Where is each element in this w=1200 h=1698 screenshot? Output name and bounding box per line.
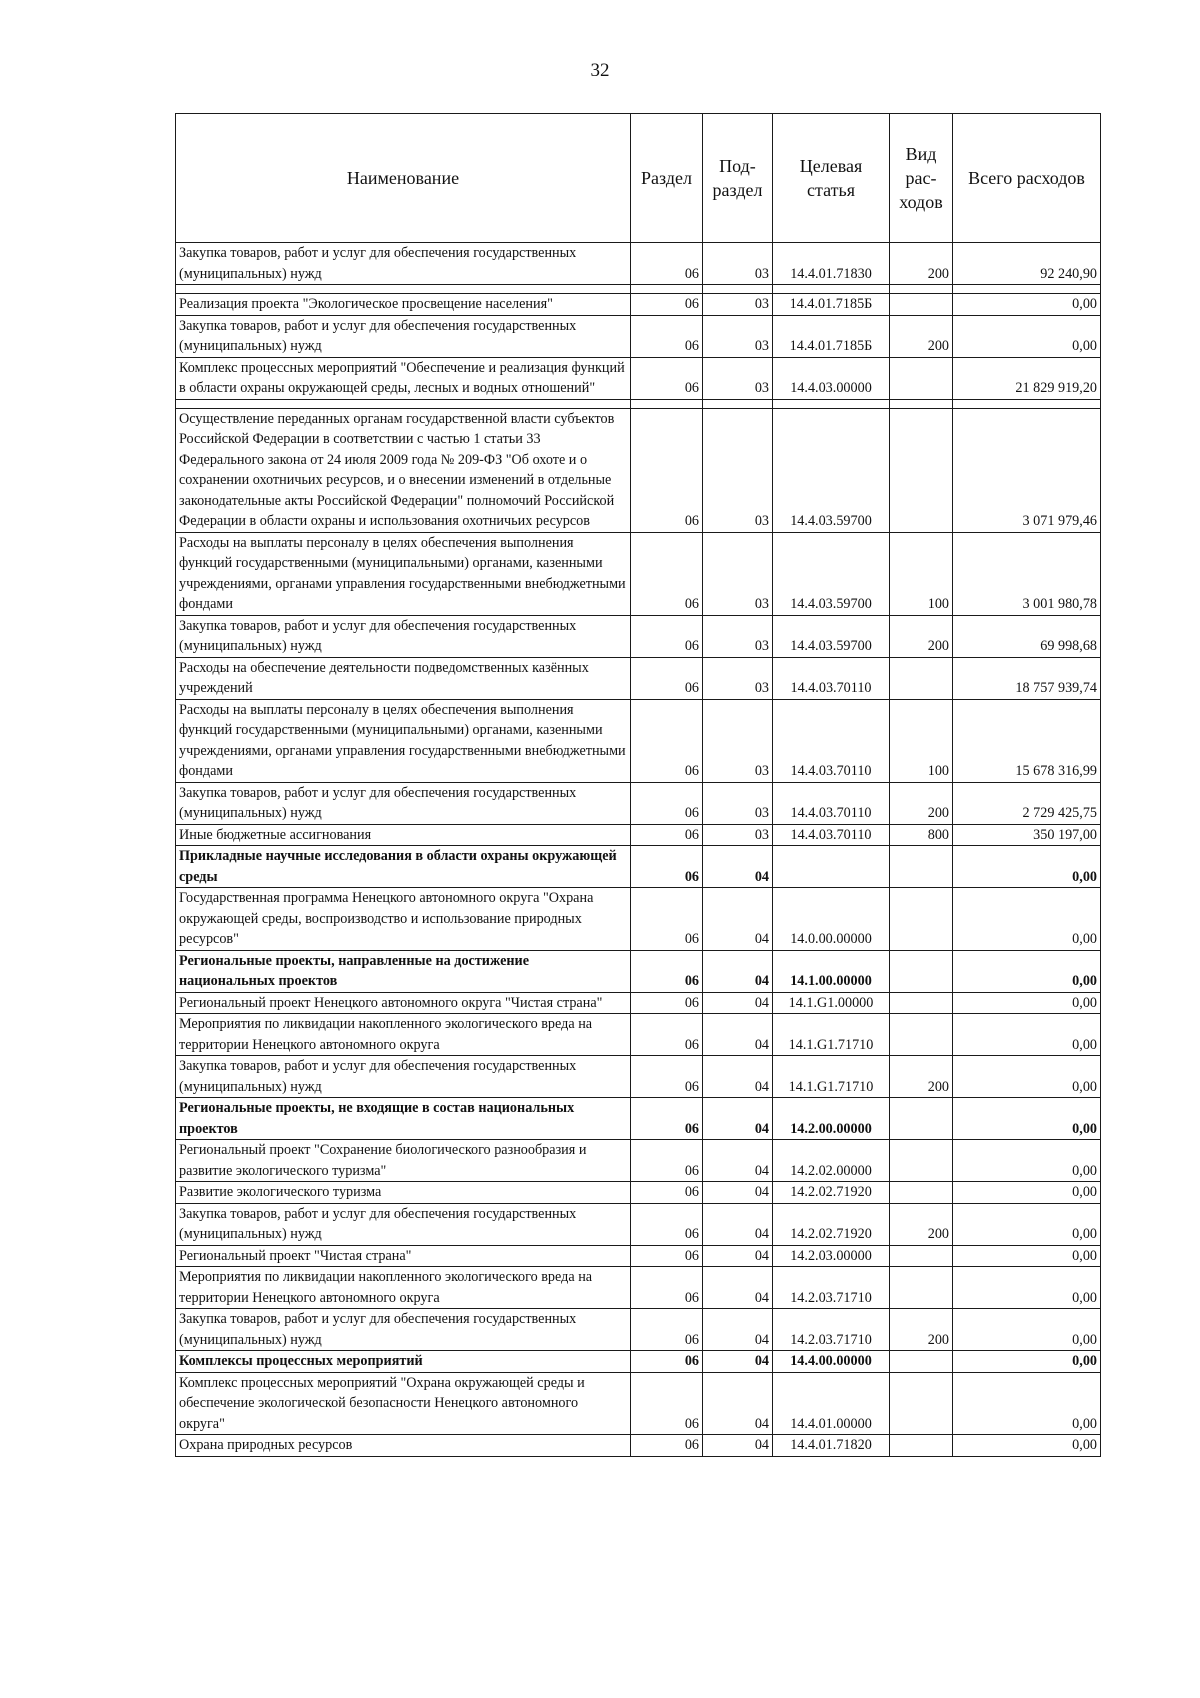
table-row: [176, 1182, 1101, 1204]
table-row: [176, 294, 1101, 316]
table-row: [176, 1245, 1101, 1267]
cell-target: 14.4.00.00000: [773, 1351, 890, 1373]
cell-total: 3 071 979,46: [953, 408, 1101, 532]
cell-name: Закупка товаров, работ и услуг для обеспечения государственных (муниципальных) нужд: [176, 243, 631, 285]
cell-razdel: 06: [631, 888, 703, 951]
cell-target: 14.0.00.00000: [773, 888, 890, 951]
cell-total: 0,00: [953, 1014, 1101, 1056]
cell-vid: 200: [890, 315, 953, 357]
cell-name: Региональные проекты, направленные на достижение национальных проектов: [176, 950, 631, 992]
cell-podrazdel: 03: [703, 315, 773, 357]
cell-target: 14.4.03.70110: [773, 782, 890, 824]
cell-target: 14.2.02.00000: [773, 1140, 890, 1182]
cell-name: Региональный проект "Сохранение биологического разнообразия и развитие экологического туризма": [176, 1140, 631, 1182]
cell-target: 14.2.03.00000: [773, 1245, 890, 1267]
cell-razdel: 06: [631, 1140, 703, 1182]
cell-name: Закупка товаров, работ и услуг для обеспечения государственных (муниципальных) нужд: [176, 1056, 631, 1098]
table-row: [176, 357, 1101, 399]
cell-total: 350 197,00: [953, 824, 1101, 846]
cell-vid: [890, 950, 953, 992]
gap-cell: [773, 399, 890, 408]
cell-name: Региональный проект "Чистая страна": [176, 1245, 631, 1267]
cell-name: Осуществление переданных органам государственной власти субъектов Российской Федерации в соответствии с частью 1 статьи 33 Федерального закона от 24 июля 2009 года № 209-ФЗ "Об охоте и о сохранении охотничьих ресурсов, и о внесении изменений в отдельные законодательные акты Российской Федерации" полномочий Российской Федерации в области охраны и использования охотничьих ресурсов: [176, 408, 631, 532]
cell-name: Расходы на обеспечение деятельности подведомственных казённых учреждений: [176, 657, 631, 699]
cell-razdel: 06: [631, 1372, 703, 1435]
cell-target: 14.4.01.7185Б: [773, 315, 890, 357]
cell-total: 0,00: [953, 1372, 1101, 1435]
cell-podrazdel: 04: [703, 1309, 773, 1351]
table-row: [176, 315, 1101, 357]
cell-vid: [890, 1098, 953, 1140]
table-row: [176, 615, 1101, 657]
cell-podrazdel: 03: [703, 615, 773, 657]
cell-razdel: 06: [631, 1245, 703, 1267]
cell-target: 14.1.G1.00000: [773, 992, 890, 1014]
cell-razdel: 06: [631, 408, 703, 532]
cell-podrazdel: 04: [703, 950, 773, 992]
cell-total: 0,00: [953, 315, 1101, 357]
cell-name: Расходы на выплаты персоналу в целях обеспечения выполнения функций государственными (муниципальными) органами, казенными учреждениями, органами управления государственными внебюджетными фондами: [176, 532, 631, 615]
cell-total: 92 240,90: [953, 243, 1101, 285]
cell-target: 14.1.00.00000: [773, 950, 890, 992]
cell-name: Иные бюджетные ассигнования: [176, 824, 631, 846]
table-header-row: [176, 114, 1101, 243]
cell-razdel: 06: [631, 315, 703, 357]
cell-name: Закупка товаров, работ и услуг для обеспечения государственных (муниципальных) нужд: [176, 782, 631, 824]
cell-target: 14.4.01.71830: [773, 243, 890, 285]
cell-name: Закупка товаров, работ и услуг для обеспечения государственных (муниципальных) нужд: [176, 1203, 631, 1245]
cell-total: 0,00: [953, 846, 1101, 888]
table-row: [176, 1098, 1101, 1140]
cell-target: 14.4.01.7185Б: [773, 294, 890, 316]
row-gap: [176, 399, 1101, 408]
table-row: [176, 1351, 1101, 1373]
cell-target: 14.1.G1.71710: [773, 1014, 890, 1056]
cell-target: 14.4.01.71820: [773, 1435, 890, 1457]
cell-razdel: 06: [631, 824, 703, 846]
cell-name: Закупка товаров, работ и услуг для обеспечения государственных (муниципальных) нужд: [176, 1309, 631, 1351]
cell-vid: 100: [890, 699, 953, 782]
cell-name: Охрана природных ресурсов: [176, 1435, 631, 1457]
cell-total: 0,00: [953, 992, 1101, 1014]
table-row: [176, 699, 1101, 782]
cell-total: 0,00: [953, 1182, 1101, 1204]
table-row: [176, 408, 1101, 532]
cell-name: Мероприятия по ликвидации накопленного экологического вреда на территории Ненецкого автономного округа: [176, 1267, 631, 1309]
gap-cell: [890, 399, 953, 408]
cell-vid: [890, 1435, 953, 1457]
cell-podrazdel: 04: [703, 1351, 773, 1373]
cell-razdel: 06: [631, 699, 703, 782]
cell-total: 2 729 425,75: [953, 782, 1101, 824]
cell-target: 14.4.03.59700: [773, 532, 890, 615]
cell-vid: 200: [890, 1203, 953, 1245]
cell-target: 14.1.G1.71710: [773, 1056, 890, 1098]
cell-razdel: 06: [631, 950, 703, 992]
table-row: [176, 243, 1101, 285]
header-podrazdel: Под- раздел: [703, 114, 773, 243]
cell-total: 21 829 919,20: [953, 357, 1101, 399]
table-row: [176, 846, 1101, 888]
cell-podrazdel: 04: [703, 1245, 773, 1267]
cell-podrazdel: 04: [703, 888, 773, 951]
cell-vid: [890, 888, 953, 951]
cell-name: Развитие экологического туризма: [176, 1182, 631, 1204]
cell-razdel: 06: [631, 846, 703, 888]
cell-target: 14.4.03.70110: [773, 657, 890, 699]
cell-name: Закупка товаров, работ и услуг для обеспечения государственных (муниципальных) нужд: [176, 615, 631, 657]
table-row: [176, 1140, 1101, 1182]
cell-vid: [890, 657, 953, 699]
cell-target: 14.4.03.70110: [773, 824, 890, 846]
gap-cell: [631, 285, 703, 294]
cell-target: 14.4.01.00000: [773, 1372, 890, 1435]
cell-total: 0,00: [953, 1309, 1101, 1351]
cell-target: 14.2.03.71710: [773, 1309, 890, 1351]
table-row: [176, 1267, 1101, 1309]
cell-podrazdel: 03: [703, 782, 773, 824]
table-row: [176, 1056, 1101, 1098]
row-gap: [176, 285, 1101, 294]
cell-total: 0,00: [953, 1098, 1101, 1140]
cell-total: 0,00: [953, 950, 1101, 992]
cell-razdel: 06: [631, 1056, 703, 1098]
header-razdel: Раздел: [631, 114, 703, 243]
cell-vid: [890, 1140, 953, 1182]
cell-vid: [890, 294, 953, 316]
gap-cell: [176, 285, 631, 294]
cell-target: 14.2.02.71920: [773, 1203, 890, 1245]
cell-razdel: 06: [631, 1267, 703, 1309]
cell-vid: [890, 357, 953, 399]
cell-podrazdel: 04: [703, 1140, 773, 1182]
cell-vid: 200: [890, 1056, 953, 1098]
cell-podrazdel: 04: [703, 1203, 773, 1245]
table-body: [176, 243, 1101, 1457]
table-row: [176, 824, 1101, 846]
cell-razdel: 06: [631, 615, 703, 657]
cell-podrazdel: 03: [703, 357, 773, 399]
cell-name: Закупка товаров, работ и услуг для обеспечения государственных (муниципальных) нужд: [176, 315, 631, 357]
cell-podrazdel: 03: [703, 699, 773, 782]
cell-name: Расходы на выплаты персоналу в целях обеспечения выполнения функций государственными (муниципальными) органами, казенными учреждениями, органами управления государственными внебюджетными фондами: [176, 699, 631, 782]
header-total: Всего расходов: [953, 114, 1101, 243]
cell-vid: [890, 1245, 953, 1267]
table-row: [176, 1203, 1101, 1245]
cell-razdel: 06: [631, 1182, 703, 1204]
cell-podrazdel: 04: [703, 1435, 773, 1457]
cell-name: Комплекс процессных мероприятий "Обеспечение и реализация функций в области охраны окружающей среды, лесных и водных отношений": [176, 357, 631, 399]
cell-razdel: 06: [631, 1351, 703, 1373]
cell-total: 0,00: [953, 1203, 1101, 1245]
cell-target: 14.4.03.59700: [773, 615, 890, 657]
cell-name: Комплекс процессных мероприятий "Охрана окружающей среды и обеспечение экологической безопасности Ненецкого автономного округа": [176, 1372, 631, 1435]
cell-razdel: 06: [631, 1098, 703, 1140]
table-row: [176, 1372, 1101, 1435]
cell-vid: [890, 1351, 953, 1373]
cell-razdel: 06: [631, 1435, 703, 1457]
cell-vid: 200: [890, 615, 953, 657]
cell-razdel: 06: [631, 1014, 703, 1056]
cell-total: 0,00: [953, 1140, 1101, 1182]
table-row: [176, 1014, 1101, 1056]
gap-cell: [176, 399, 631, 408]
cell-target: [773, 846, 890, 888]
table-row: [176, 657, 1101, 699]
cell-podrazdel: 04: [703, 1372, 773, 1435]
cell-podrazdel: 03: [703, 824, 773, 846]
gap-cell: [953, 399, 1101, 408]
cell-razdel: 06: [631, 532, 703, 615]
table-row: [176, 888, 1101, 951]
cell-podrazdel: 04: [703, 992, 773, 1014]
cell-name: Мероприятия по ликвидации накопленного экологического вреда на территории Ненецкого автономного округа: [176, 1014, 631, 1056]
cell-razdel: 06: [631, 1309, 703, 1351]
cell-name: Прикладные научные исследования в области охраны окружающей среды: [176, 846, 631, 888]
cell-vid: 200: [890, 1309, 953, 1351]
cell-total: 69 998,68: [953, 615, 1101, 657]
cell-razdel: 06: [631, 294, 703, 316]
table-row: [176, 1435, 1101, 1457]
cell-target: 14.4.03.00000: [773, 357, 890, 399]
cell-target: 14.4.03.59700: [773, 408, 890, 532]
cell-vid: 200: [890, 243, 953, 285]
cell-vid: 800: [890, 824, 953, 846]
cell-name: Реализация проекта "Экологическое просвещение населения": [176, 294, 631, 316]
header-name: Наименование: [176, 114, 631, 243]
cell-total: 15 678 316,99: [953, 699, 1101, 782]
cell-vid: 200: [890, 782, 953, 824]
cell-target: 14.2.02.71920: [773, 1182, 890, 1204]
table-row: [176, 782, 1101, 824]
cell-vid: [890, 846, 953, 888]
cell-name: Комплексы процессных мероприятий: [176, 1351, 631, 1373]
table-row: [176, 1309, 1101, 1351]
cell-target: 14.2.03.71710: [773, 1267, 890, 1309]
table-row: [176, 992, 1101, 1014]
budget-table: [175, 113, 1101, 1457]
cell-total: 18 757 939,74: [953, 657, 1101, 699]
cell-podrazdel: 04: [703, 1098, 773, 1140]
cell-podrazdel: 03: [703, 408, 773, 532]
cell-name: Региональные проекты, не входящие в состав национальных проектов: [176, 1098, 631, 1140]
gap-cell: [773, 285, 890, 294]
cell-total: 0,00: [953, 1351, 1101, 1373]
cell-podrazdel: 04: [703, 1267, 773, 1309]
page-number: 32: [590, 60, 610, 81]
cell-total: 0,00: [953, 888, 1101, 951]
cell-razdel: 06: [631, 357, 703, 399]
cell-target: 14.4.03.70110: [773, 699, 890, 782]
cell-total: 0,00: [953, 1267, 1101, 1309]
cell-podrazdel: 03: [703, 294, 773, 316]
cell-razdel: 06: [631, 657, 703, 699]
cell-podrazdel: 04: [703, 846, 773, 888]
gap-cell: [631, 399, 703, 408]
table-row: [176, 950, 1101, 992]
cell-podrazdel: 04: [703, 1014, 773, 1056]
cell-total: 0,00: [953, 1435, 1101, 1457]
gap-cell: [953, 285, 1101, 294]
cell-vid: [890, 1014, 953, 1056]
cell-podrazdel: 03: [703, 532, 773, 615]
cell-podrazdel: 04: [703, 1182, 773, 1204]
cell-name: Региональный проект Ненецкого автономного округа "Чистая страна": [176, 992, 631, 1014]
gap-cell: [703, 285, 773, 294]
cell-vid: [890, 408, 953, 532]
cell-podrazdel: 04: [703, 1056, 773, 1098]
cell-total: 0,00: [953, 1056, 1101, 1098]
cell-vid: [890, 1372, 953, 1435]
cell-podrazdel: 03: [703, 657, 773, 699]
cell-razdel: 06: [631, 243, 703, 285]
cell-razdel: 06: [631, 992, 703, 1014]
gap-cell: [890, 285, 953, 294]
cell-target: 14.2.00.00000: [773, 1098, 890, 1140]
cell-total: 0,00: [953, 294, 1101, 316]
cell-razdel: 06: [631, 1203, 703, 1245]
table-row: [176, 532, 1101, 615]
cell-total: 3 001 980,78: [953, 532, 1101, 615]
cell-razdel: 06: [631, 782, 703, 824]
cell-podrazdel: 03: [703, 243, 773, 285]
header-vid: Вид рас- ходов: [890, 114, 953, 243]
cell-vid: 100: [890, 532, 953, 615]
cell-vid: [890, 1267, 953, 1309]
cell-vid: [890, 992, 953, 1014]
cell-vid: [890, 1182, 953, 1204]
cell-total: 0,00: [953, 1245, 1101, 1267]
gap-cell: [703, 399, 773, 408]
header-target: Целевая статья: [773, 114, 890, 243]
cell-name: Государственная программа Ненецкого автономного округа "Охрана окружающей среды, воспроизводство и использование природных ресурсов": [176, 888, 631, 951]
